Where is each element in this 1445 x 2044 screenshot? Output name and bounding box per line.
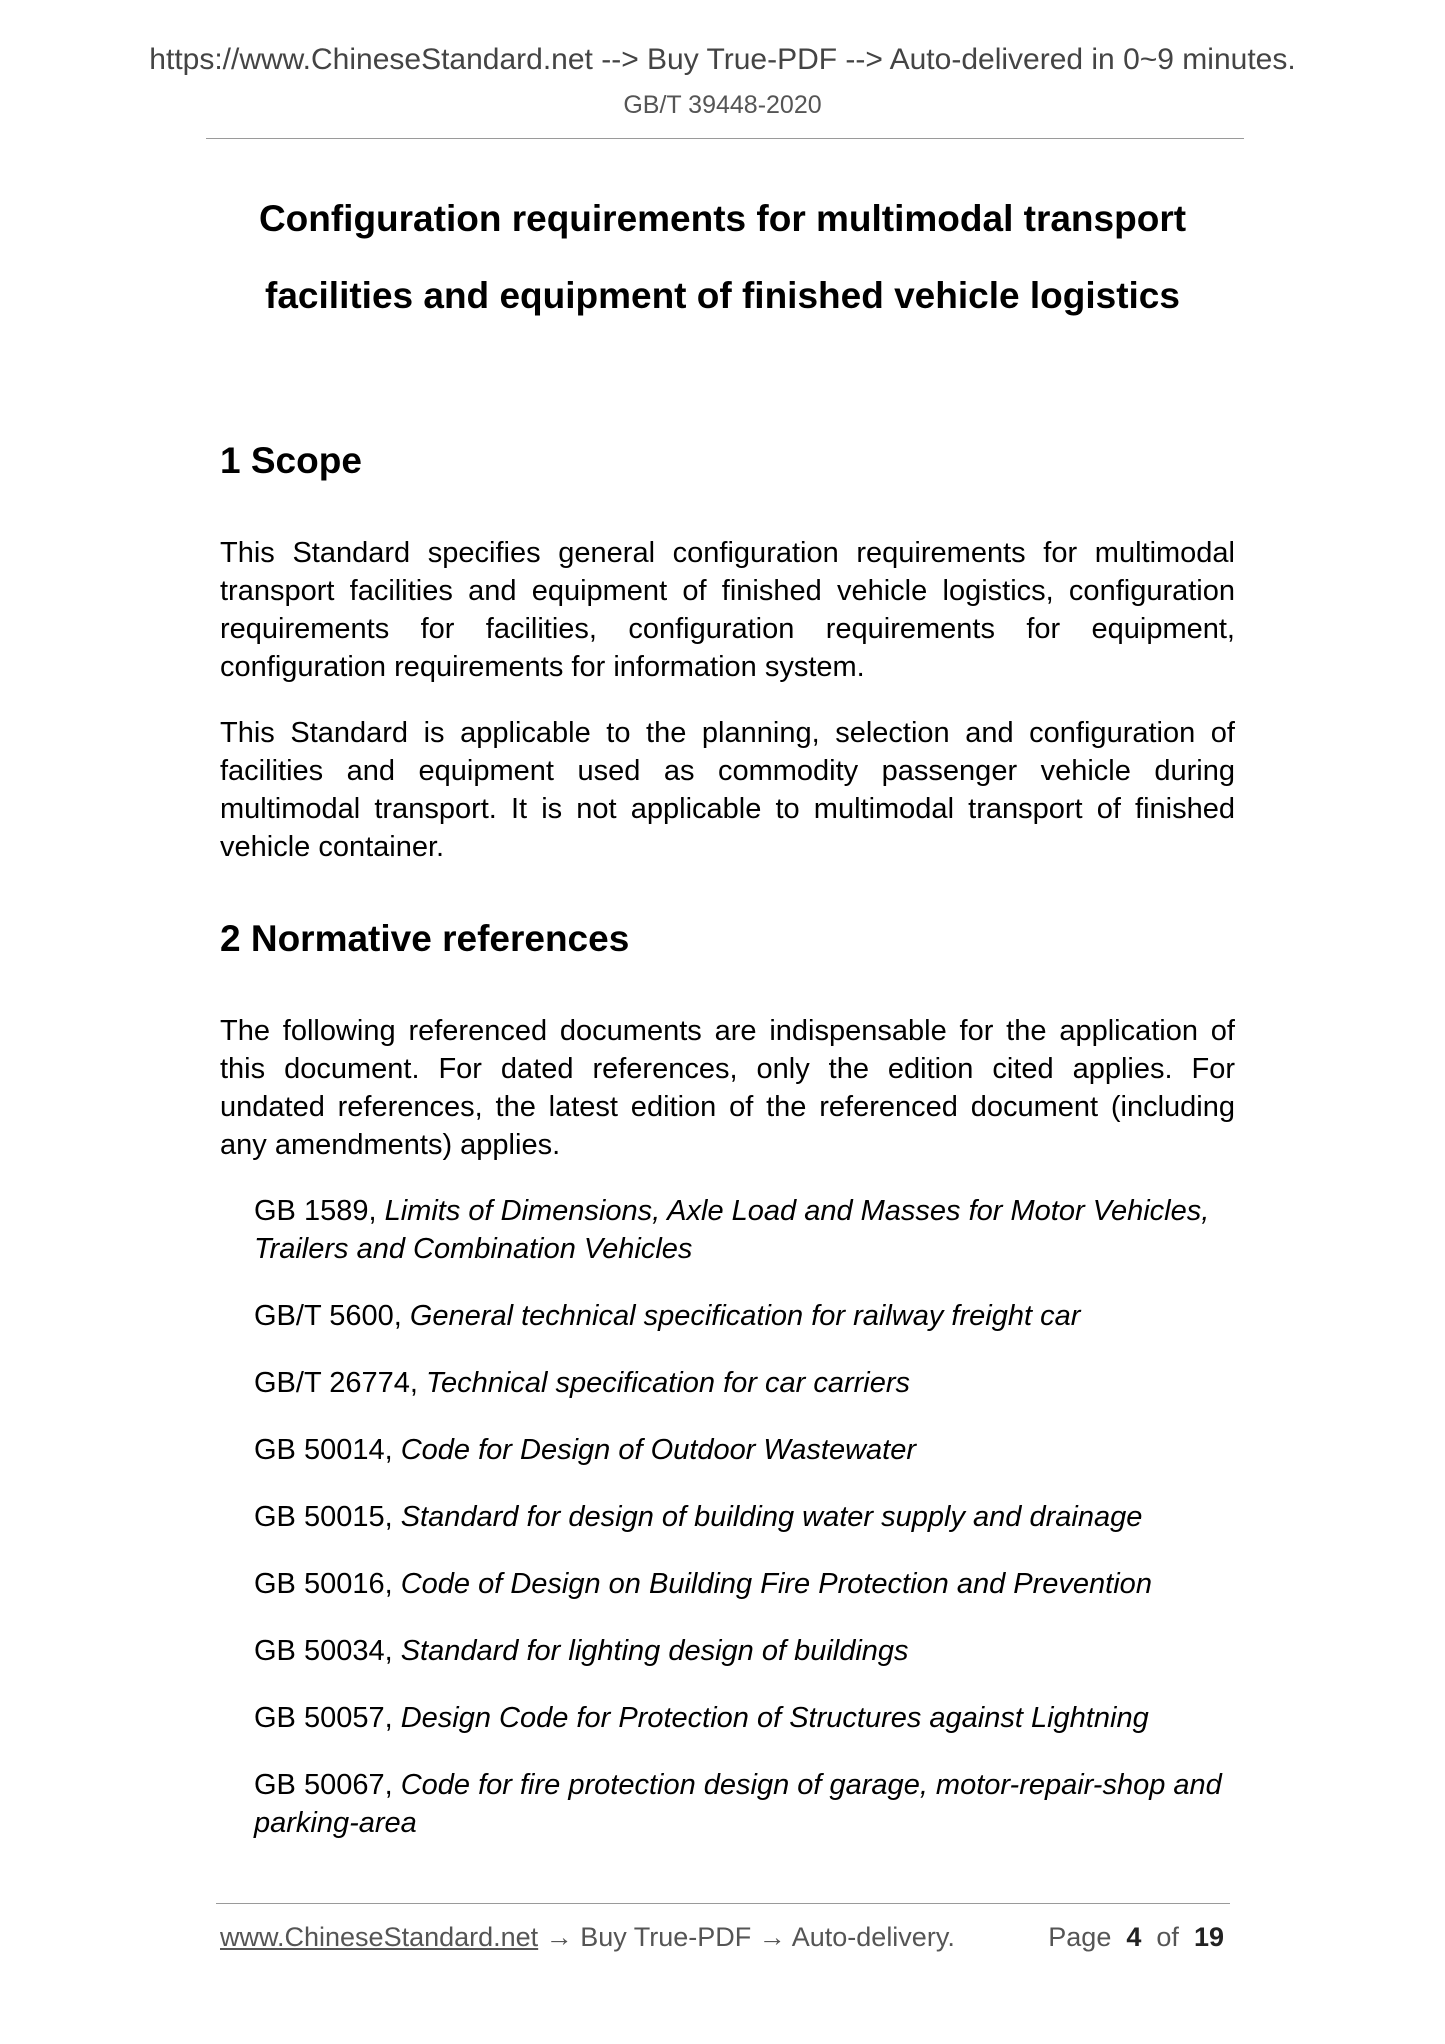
page-footer	[220, 1920, 1230, 1954]
footer-tagline: → Buy True-PDF → Auto-delivery.	[538, 1922, 955, 1952]
reference-code: GB 50015,	[254, 1501, 401, 1533]
reference-title: Design Code for Protection of Structures against Lightning	[400, 1702, 1149, 1734]
page-current: 4	[1126, 1922, 1142, 1952]
references-intro-paragraph: The following referenced documents are indispensable for the application of this document. For dated references, only the edition cited applies. For undated references, the latest edition of the referenced document (including any amendments) applies.	[220, 1015, 1235, 1161]
reference-title: General technical specification for railway freight car	[409, 1300, 1081, 1332]
reference-title: Code of Design on Building Fire Protection and Prevention	[400, 1568, 1152, 1600]
reference-item	[254, 1498, 1235, 1536]
page-total: 19	[1193, 1922, 1224, 1952]
document-id: GB/T 39448-2020	[623, 91, 822, 119]
section-heading-scope: 1 Scope	[220, 440, 362, 481]
document-title-line-2: facilities and equipment of finished vehicle logistics	[265, 275, 1180, 316]
footer-divider	[216, 1903, 1230, 1904]
reference-code: GB 50034,	[254, 1635, 401, 1667]
reference-code: GB 50057,	[254, 1702, 401, 1734]
document-body	[220, 438, 1235, 1871]
reference-code: GB/T 26774,	[254, 1367, 426, 1399]
reference-title: Technical specification for car carriers	[425, 1367, 911, 1399]
reference-list	[220, 1192, 1235, 1842]
header-banner: https://www.ChineseStandard.net --> Buy True-PDF --> Auto-delivered in 0~9 minutes.	[149, 43, 1296, 76]
footer-site-link[interactable]: www.ChineseStandard.net	[220, 1922, 539, 1952]
page-of-label: of	[1156, 1922, 1179, 1952]
document-title-line-1: Configuration requirements for multimodal transport	[258, 198, 1187, 239]
section-heading-normative-references: 2 Normative references	[220, 918, 630, 959]
reference-title: Standard for lighting design of buildings	[400, 1635, 909, 1667]
reference-item	[254, 1699, 1235, 1737]
reference-title: Code for fire protection design of garage, motor-repair-shop and parking-area	[254, 1769, 1222, 1839]
reference-item	[254, 1632, 1235, 1670]
reference-code: GB 50067,	[254, 1769, 401, 1801]
reference-code: GB 50016,	[254, 1568, 401, 1600]
reference-item	[254, 1431, 1235, 1469]
reference-title: Limits of Dimensions, Axle Load and Masses for Motor Vehicles, Trailers and Combination Vehicles	[254, 1195, 1210, 1265]
section-normative-references	[220, 916, 1235, 1842]
reference-item	[254, 1766, 1235, 1842]
page-label: Page	[1048, 1922, 1112, 1952]
scope-paragraph-2: This Standard is applicable to the planning, selection and configuration of facilities and equipment used as commodity passenger vehicle during multimodal transport. It is not applicable to multimodal transport of finished vehicle container.	[220, 717, 1235, 863]
reference-code: GB 1589,	[254, 1195, 385, 1227]
reference-item	[254, 1192, 1235, 1268]
reference-code: GB 50014,	[254, 1434, 401, 1466]
reference-title: Code for Design of Outdoor Wastewater	[400, 1434, 916, 1466]
reference-item	[254, 1297, 1235, 1335]
page-number	[1048, 1920, 1224, 1954]
reference-item	[254, 1565, 1235, 1603]
scope-paragraph-1: This Standard specifies general configuration requirements for multimodal transport facilities and equipment of finished vehicle logistics, configuration requirements for facilities, configuration requirements for equipment, configuration requirements for information system.	[220, 537, 1235, 683]
section-scope	[220, 438, 1235, 866]
header-divider	[206, 138, 1244, 139]
document-title	[180, 180, 1265, 334]
reference-item	[254, 1364, 1235, 1402]
reference-title: Standard for design of building water supply and drainage	[400, 1501, 1143, 1533]
reference-code: GB/T 5600,	[254, 1300, 410, 1332]
